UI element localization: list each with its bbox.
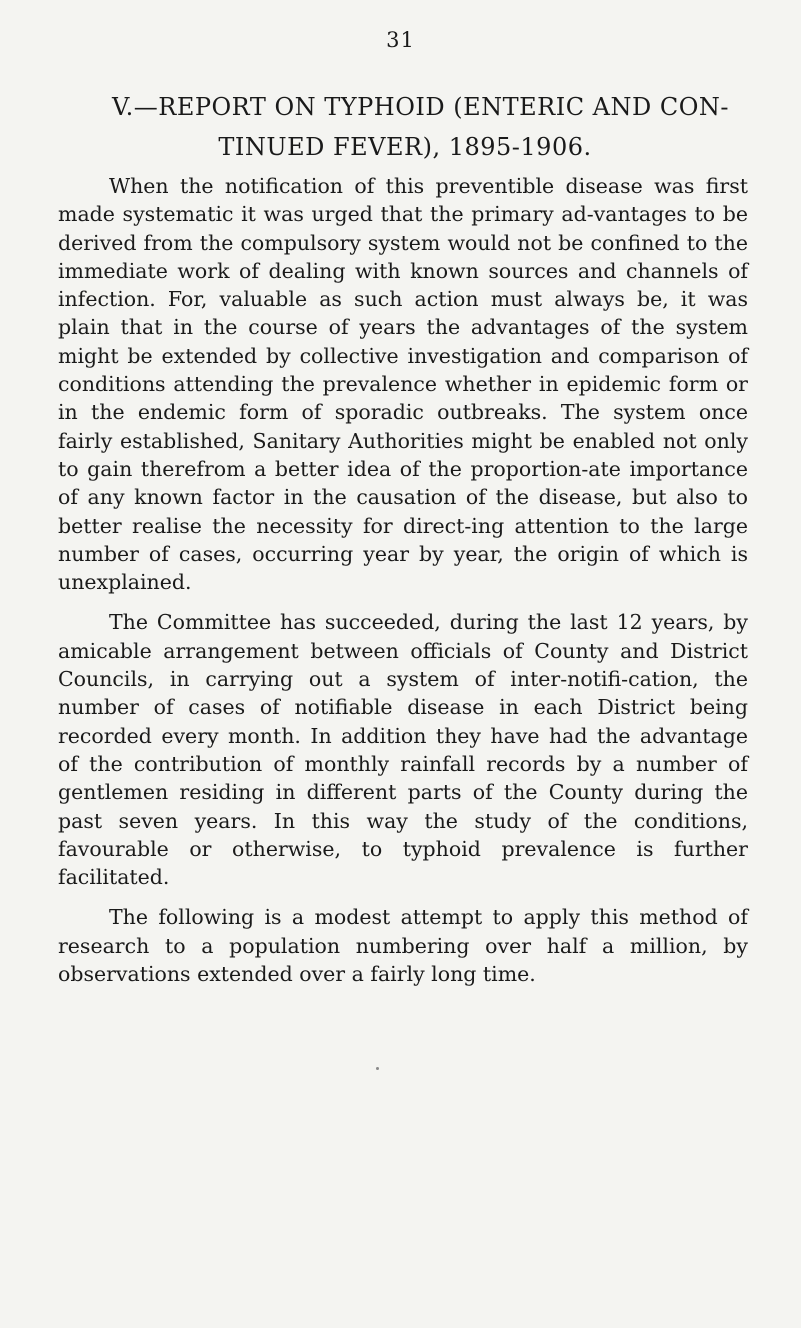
paper-speck	[376, 1067, 379, 1070]
paragraph-1: When the notification of this preventible disease was first made systematic it was urged that the primary ad-vantages to be derived from the compulsory system would not be confined to the immediate work of dealing with known sources and channels of infection. For, valuable as such action must always be, it was plain that in the course of years the advantages of the system might be extended by collective investigation and comparison of conditions attending the prevalence whether in epidemic form or in the endemic form of sporadic outbreaks. The system once fairly established, Sanitary Authorities might be enabled not only to gain therefrom a better idea of the proportion-ate importance of any known factor in the causation of the disease, but also to better realise the necessity for direct-ing attention to the large number of cases, occurring year by year, the origin of which is unexplained.	[58, 174, 748, 595]
paragraph-2: The Committee has succeeded, during the last 12 years, by amicable arrangement between officials of County and District Councils, in carrying out a system of inter-notifi-cation, the number of cases of notifiable disease in each District being recorded every month. In addition they have had the advantage of the contribution of monthly rainfall records by a number of gentlemen residing in different parts of the County during the past seven years. In this way the study of the conditions, favourable or otherwise, to typhoid prevalence is further facilitated.	[58, 610, 748, 890]
page-number: 31	[386, 28, 415, 52]
heading-line-2: TINUED FEVER), 1895-1906.	[218, 133, 592, 161]
section-heading	[60, 87, 750, 167]
paragraph-3: The following is a modest attempt to apply this method of research to a population numbering over half a million, by observations extended over a fairly long time.	[58, 905, 748, 987]
heading-line-1: V.—REPORT ON TYPHOID (ENTERIC AND CON-	[112, 93, 730, 121]
body-text	[58, 172, 748, 988]
